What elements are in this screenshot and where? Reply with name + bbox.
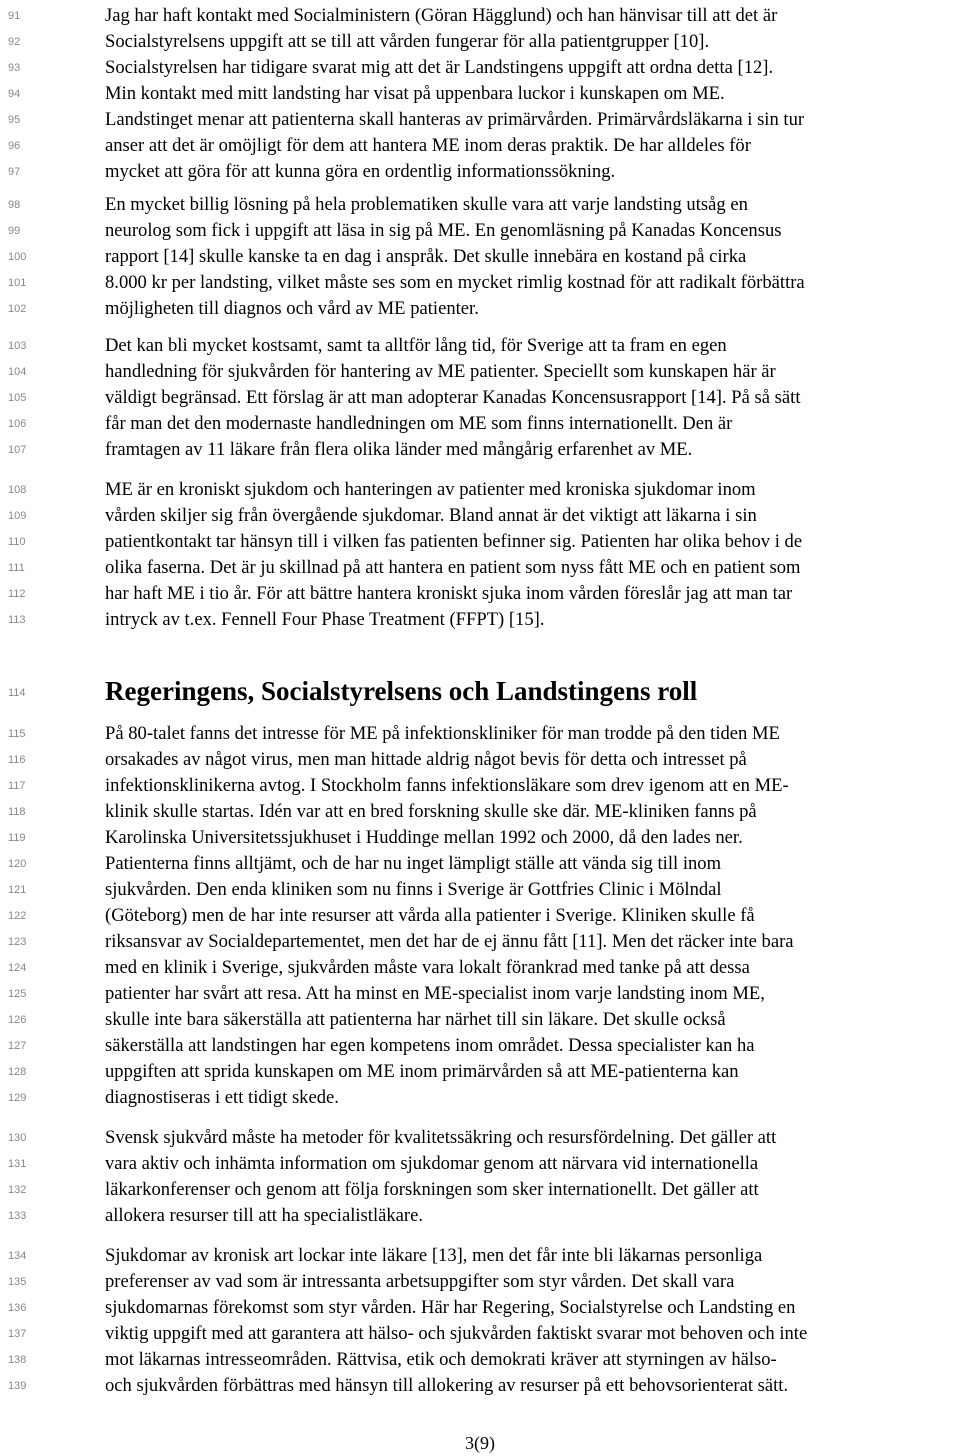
line-text: Landstinget menar att patienterna skall hanteras av primärvården. Primärvårdsläkarna i sin tur [105,109,805,130]
line-number: 96 [8,140,21,152]
text-line [0,1295,960,1321]
line-number: 110 [8,536,26,548]
line-text: infektionsklinikerna avtog. I Stockholm fanns infektionsläkare som drev igenom att en ME- [105,775,789,796]
line-text: Svensk sjukvård måste ha metoder för kvalitetssäkring och resursfördelning. Det gäller att [105,1127,777,1148]
line-number: 107 [8,444,27,456]
text-line [0,1033,960,1059]
line-text: mot läkarnas intresseområden. Rättvisa, etik och demokrati kräver att styrningen av hälso- [105,1349,777,1370]
text-line [0,825,960,851]
line-number: 100 [8,251,27,263]
line-text: allokera resurser till att ha specialistläkare. [105,1205,424,1226]
line-text: Sjukdomar av kronisk art lockar inte läkare [13], men det får inte bli läkarnas personliga [105,1245,763,1266]
line-number: 98 [8,199,21,211]
line-number: 128 [8,1066,27,1078]
text-line [0,270,960,296]
section-heading-row [0,676,960,706]
line-text: väldigt begränsad. Ett förslag är att man adopterar Kanadas Koncensusrapport [14]. På så sätt [105,387,801,408]
line-text: sjukvården. Den enda kliniken som nu finns i Sverige är Gottfries Clinic i Mölndal [105,879,722,900]
text-line [0,1177,960,1203]
line-number: 106 [8,418,27,430]
text-line [0,133,960,159]
line-number: 105 [8,392,27,404]
line-number: 119 [8,832,26,844]
line-number: 135 [8,1276,27,1288]
line-number: 133 [8,1210,27,1222]
line-number: 134 [8,1250,27,1262]
text-line [0,296,960,322]
line-number: 109 [8,510,27,522]
line-text: På 80-talet fanns det intresse för ME på infektionskliniker för man trodde på den tiden ME [105,723,780,744]
line-number: 104 [8,366,27,378]
line-number: 125 [8,988,27,1000]
text-line [0,851,960,877]
line-number: 117 [8,780,26,792]
text-line [0,29,960,55]
line-number: 131 [8,1158,27,1170]
line-text: skulle inte bara säkerställa att patienterna har närhet till sin läkare. Det skulle också [105,1009,726,1030]
text-line [0,903,960,929]
text-line [0,747,960,773]
line-text: orsakades av något virus, men man hittade aldrig något bevis för detta och intresset på [105,749,747,770]
line-number: 132 [8,1184,27,1196]
line-text: Det kan bli mycket kostsamt, samt ta alltför lång tid, för Sverige att ta fram en egen [105,335,727,356]
line-number: 97 [8,166,21,178]
text-line [0,1269,960,1295]
line-number: 130 [8,1132,27,1144]
line-number: 122 [8,910,27,922]
line-number: 91 [8,10,21,22]
text-line [0,192,960,218]
line-number: 138 [8,1354,27,1366]
line-text: neurolog som fick i uppgift att läsa in sig på ME. En genomläsning på Kanadas Koncensus [105,220,782,241]
line-number: 99 [8,225,21,237]
text-line [0,721,960,747]
text-line [0,1243,960,1269]
page-number: 3(9) [465,1433,495,1453]
line-text: Karolinska Universitetssjukhuset i Huddinge mellan 1992 och 2000, då den lades ner. [105,827,743,848]
line-number: 124 [8,962,27,974]
line-text: rapport [14] skulle kanske ta en dag i anspråk. Det skulle innebära en kostand på cirka [105,246,747,267]
line-number: 118 [8,806,26,818]
line-number: 112 [8,588,26,600]
text-line [0,529,960,555]
line-text: intryck av t.ex. Fennell Four Phase Treatment (FFPT) [15]. [105,609,545,630]
line-text: ME är en kroniskt sjukdom och hanteringen av patienter med kroniska sjukdomar inom [105,479,756,500]
line-number: 111 [8,562,25,574]
line-text: mycket att göra för att kunna göra en ordentlig informationssökning. [105,161,616,182]
text-line [0,477,960,503]
line-number: 136 [8,1302,27,1314]
line-text: möjligheten till diagnos och vård av ME patienter. [105,298,479,319]
line-number: 129 [8,1092,27,1104]
line-number: 114 [8,687,26,699]
line-text: 8.000 kr per landsting, vilket måste ses som en mycket rimlig kostnad för att radikalt förbättra [105,272,805,293]
text-line [0,107,960,133]
text-line [0,1125,960,1151]
line-text: olika faserna. Det är ju skillnad på att hantera en patient som nyss fått ME och en patient som [105,557,801,578]
text-line [0,955,960,981]
line-text: Socialstyrelsens uppgift att se till att vården fungerar för alla patientgrupper [10]. [105,31,710,52]
line-number: 123 [8,936,27,948]
text-line [0,1347,960,1373]
text-line [0,411,960,437]
line-text: patientkontakt tar hänsyn till i vilken fas patienten befinner sig. Patienten har olika behov i de [105,531,803,552]
text-line [0,159,960,185]
line-text: preferenser av vad som är intressanta arbetsuppgifter som styr vården. Det skall vara [105,1271,735,1292]
line-text: läkarkonferenser och genom att följa forskningen som sker internationellt. Det gäller att [105,1179,759,1200]
text-line [0,981,960,1007]
text-line [0,218,960,244]
text-line [0,81,960,107]
text-line [0,929,960,955]
line-text: och sjukvården förbättras med hänsyn till allokering av resurser på ett behovsorienterat sätt. [105,1375,789,1396]
line-text: Socialstyrelsen har tidigare svarat mig att det är Landstingens uppgift att ordna detta [12]. [105,57,774,78]
text-line [0,385,960,411]
line-text: uppgiften att sprida kunskapen om ME inom primärvården så att ME-patienterna kan [105,1061,739,1082]
line-number: 101 [8,277,27,289]
line-number: 116 [8,754,26,766]
line-text: säkerställa att landstingen har egen kompetens inom området. Dessa specialister kan ha [105,1035,755,1056]
line-text: Min kontakt med mitt landsting har visat på uppenbara luckor i kunskapen om ME. [105,83,725,104]
text-line [0,581,960,607]
text-line [0,55,960,81]
text-line [0,607,960,633]
text-line [0,3,960,29]
line-text: patienter har svårt att resa. Att ha minst en ME-specialist inom varje landsting inom ME, [105,983,765,1004]
line-number: 115 [8,728,26,740]
text-line [0,1373,960,1399]
line-number: 121 [8,884,27,896]
line-text: vara aktiv och inhämta information om sjukdomar genom att närvara vid internationella [105,1153,759,1174]
line-text: klinik skulle startas. Idén var att en bred forskning skulle ske där. ME-kliniken fanns på [105,801,757,822]
line-number: 137 [8,1328,27,1340]
line-text: viktig uppgift med att garantera att hälso- och sjukvården faktiskt svarar mot behoven och inte [105,1323,808,1344]
section-heading: Regeringens, Socialstyrelsens och Landstingens roll [105,676,698,706]
text-line [0,333,960,359]
text-line [0,1059,960,1085]
line-text: vården skiljer sig från övergående sjukdomar. Bland annat är det viktigt att läkarna i sin [105,505,757,526]
line-text: sjukdomarnas förekomst som styr vården. Här har Regering, Socialstyrelse och Landsting en [105,1297,796,1318]
line-text: med en klinik i Sverige, sjukvården måste vara lokalt förankrad med tanke på att dessa [105,957,750,978]
line-number: 103 [8,340,27,352]
text-line [0,799,960,825]
line-number: 94 [8,88,21,100]
text-line [0,773,960,799]
line-text: Patienterna finns alltjämt, och de har nu inget lämpligt ställe att vända sig till inom [105,853,722,874]
line-number: 139 [8,1380,27,1392]
line-text: En mycket billig lösning på hela problematiken skulle vara att varje landsting utsåg en [105,194,748,215]
line-text: handledning för sjukvården för hantering av ME patienter. Speciellt som kunskapen här är [105,361,776,382]
line-number: 120 [8,858,27,870]
line-text: får man det den modernaste handledningen om ME som finns internationellt. Den är [105,413,733,434]
line-number: 127 [8,1040,27,1052]
line-text: anser att det är omöjligt för dem att hantera ME inom deras praktik. De har alldeles för [105,135,751,156]
line-number: 108 [8,484,27,496]
line-number: 126 [8,1014,27,1026]
line-number: 93 [8,62,21,74]
text-line [0,503,960,529]
text-line [0,1321,960,1347]
line-number: 92 [8,36,21,48]
text-line [0,1085,960,1111]
text-line [0,359,960,385]
text-line [0,555,960,581]
line-text: har haft ME i tio år. För att bättre hantera kroniskt sjuka inom vården föreslår jag att man tar [105,583,793,604]
line-number: 113 [8,614,26,626]
line-text: diagnostiseras i ett tidigt skede. [105,1087,339,1108]
line-text: riksansvar av Socialdepartementet, men det har de ej ännu fått [11]. Men det räcker inte bara [105,931,794,952]
text-line [0,437,960,463]
text-line [0,244,960,270]
line-text: (Göteborg) men de har inte resurser att vårda alla patienter i Sverige. Kliniken skulle få [105,905,755,926]
text-line [0,1007,960,1033]
line-number: 102 [8,303,27,315]
text-line [0,1203,960,1229]
line-text: Jag har haft kontakt med Socialministern (Göran Hägglund) och han hänvisar till att det är [105,5,778,26]
line-text: framtagen av 11 läkare från flera olika länder med mångårig erfarenhet av ME. [105,439,693,460]
line-number: 95 [8,114,21,126]
text-line [0,1151,960,1177]
text-line [0,877,960,903]
